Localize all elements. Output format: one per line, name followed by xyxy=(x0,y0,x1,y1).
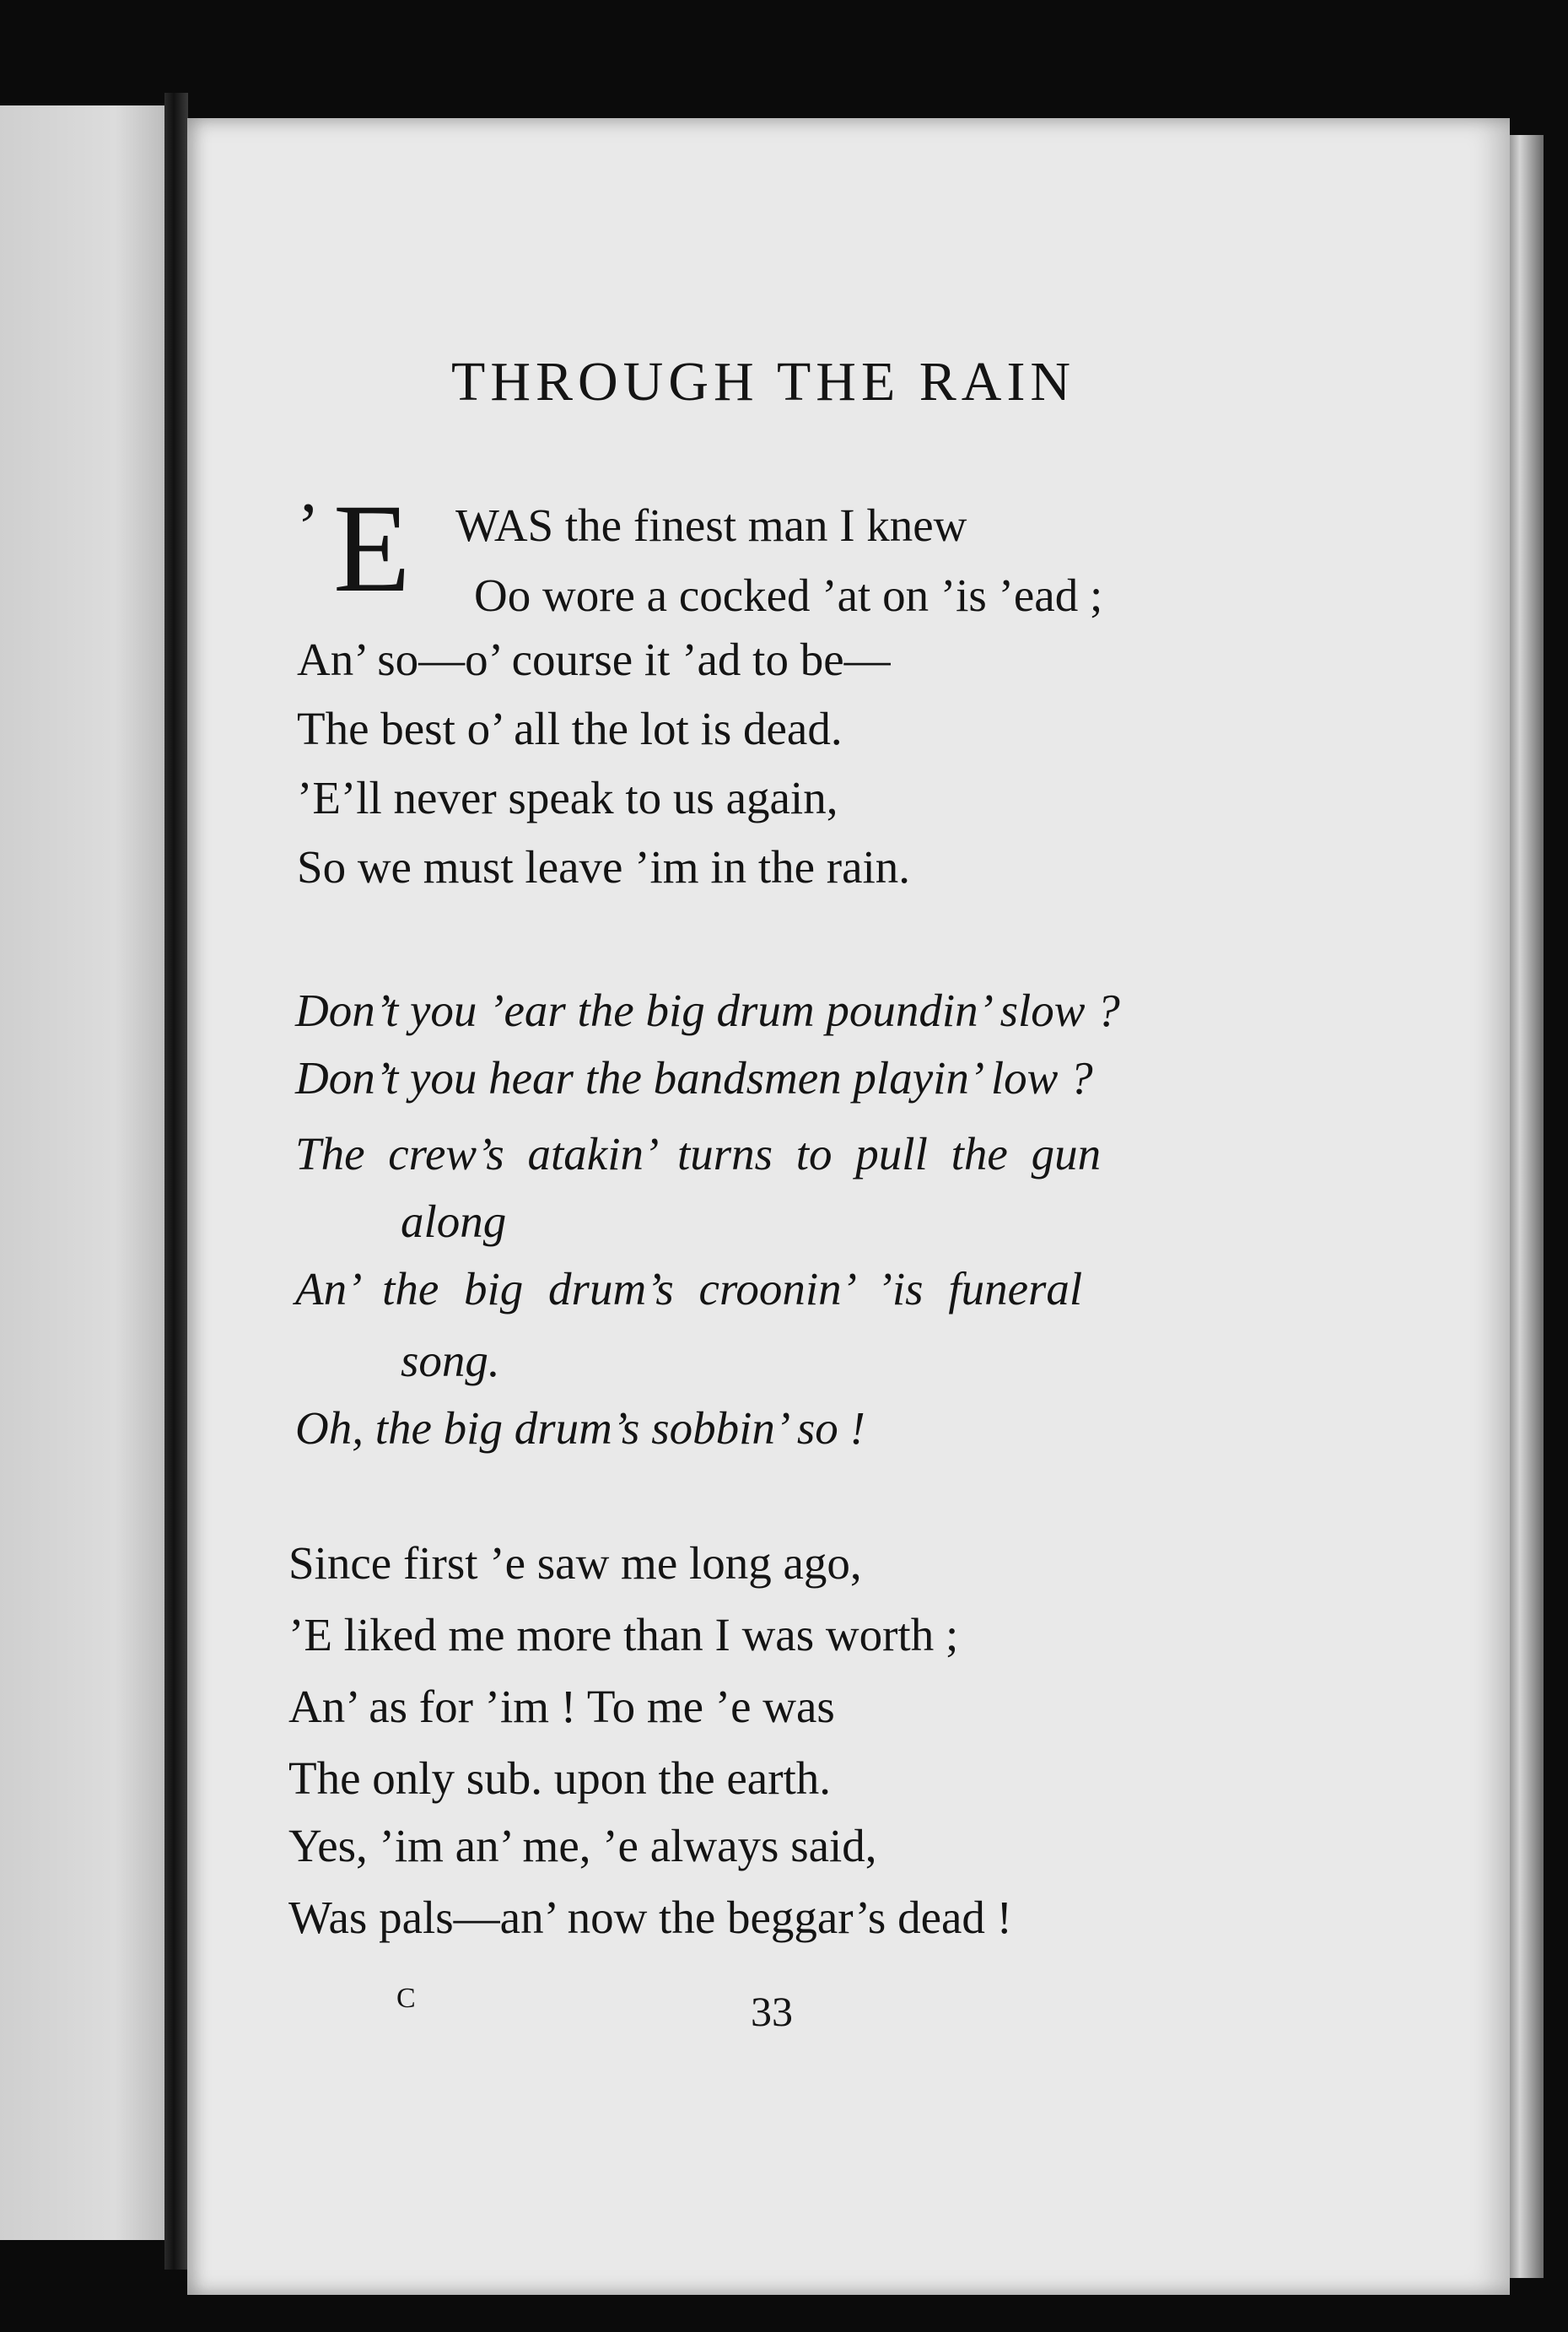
stanza3-line-5: Yes, ’im an’ me, ’e always said, xyxy=(288,1820,877,1871)
stanza1-line-5: ’E’ll never speak to us again, xyxy=(297,772,838,823)
book-page xyxy=(187,118,1510,2295)
stanza3-line-6: Was pals—an’ now the beggar’s dead ! xyxy=(288,1892,1012,1943)
book-gutter xyxy=(164,93,188,2270)
page-number: 33 xyxy=(751,1988,793,2035)
signature-mark: C xyxy=(396,1983,416,2014)
previous-page-edge xyxy=(0,105,164,2240)
stanza1-line-2: Oo wore a cocked ’at on ’is ’ead ; xyxy=(474,570,1103,621)
chorus-line-2: Don’t you hear the bandsmen playin’ low ? xyxy=(295,1052,1093,1104)
stanza3-line-3: An’ as for ’im ! To me ’e was xyxy=(288,1681,835,1732)
poem-title: THROUGH THE RAIN xyxy=(451,351,1076,413)
chorus-line-1: Don’t you ’ear the big drum poundin’ slow ? xyxy=(295,985,1120,1036)
chorus-line-3-cont: along xyxy=(401,1196,507,1247)
stanza3-line-1: Since first ’e saw me long ago, xyxy=(288,1537,862,1589)
stanza1-line-3: An’ so—o’ course it ’ad to be— xyxy=(297,634,891,685)
drop-cap-apostrophe: ’ xyxy=(297,490,320,564)
chorus-line-4: An’ the big drum’s croonin’ ’is funeral xyxy=(295,1263,1083,1314)
stanza1-line-4: The best o’ all the lot is dead. xyxy=(297,703,843,754)
stanza3-line-4: The only sub. upon the earth. xyxy=(288,1752,832,1804)
chorus-line-3: The crew’s atakin’ turns to pull the gun xyxy=(295,1128,1102,1179)
drop-cap-letter: E xyxy=(333,478,411,618)
stanza3-line-2: ’E liked me more than I was worth ; xyxy=(288,1609,959,1660)
page-edge-shadow xyxy=(1510,135,1544,2278)
chorus-line-5: Oh, the big drum’s sobbin’ so ! xyxy=(295,1402,865,1454)
stanza1-line-6: So we must leave ’im in the rain. xyxy=(297,841,911,893)
stanza1-line-1: WAS the finest man I knew xyxy=(455,499,967,551)
chorus-line-4-cont: song. xyxy=(401,1335,500,1386)
